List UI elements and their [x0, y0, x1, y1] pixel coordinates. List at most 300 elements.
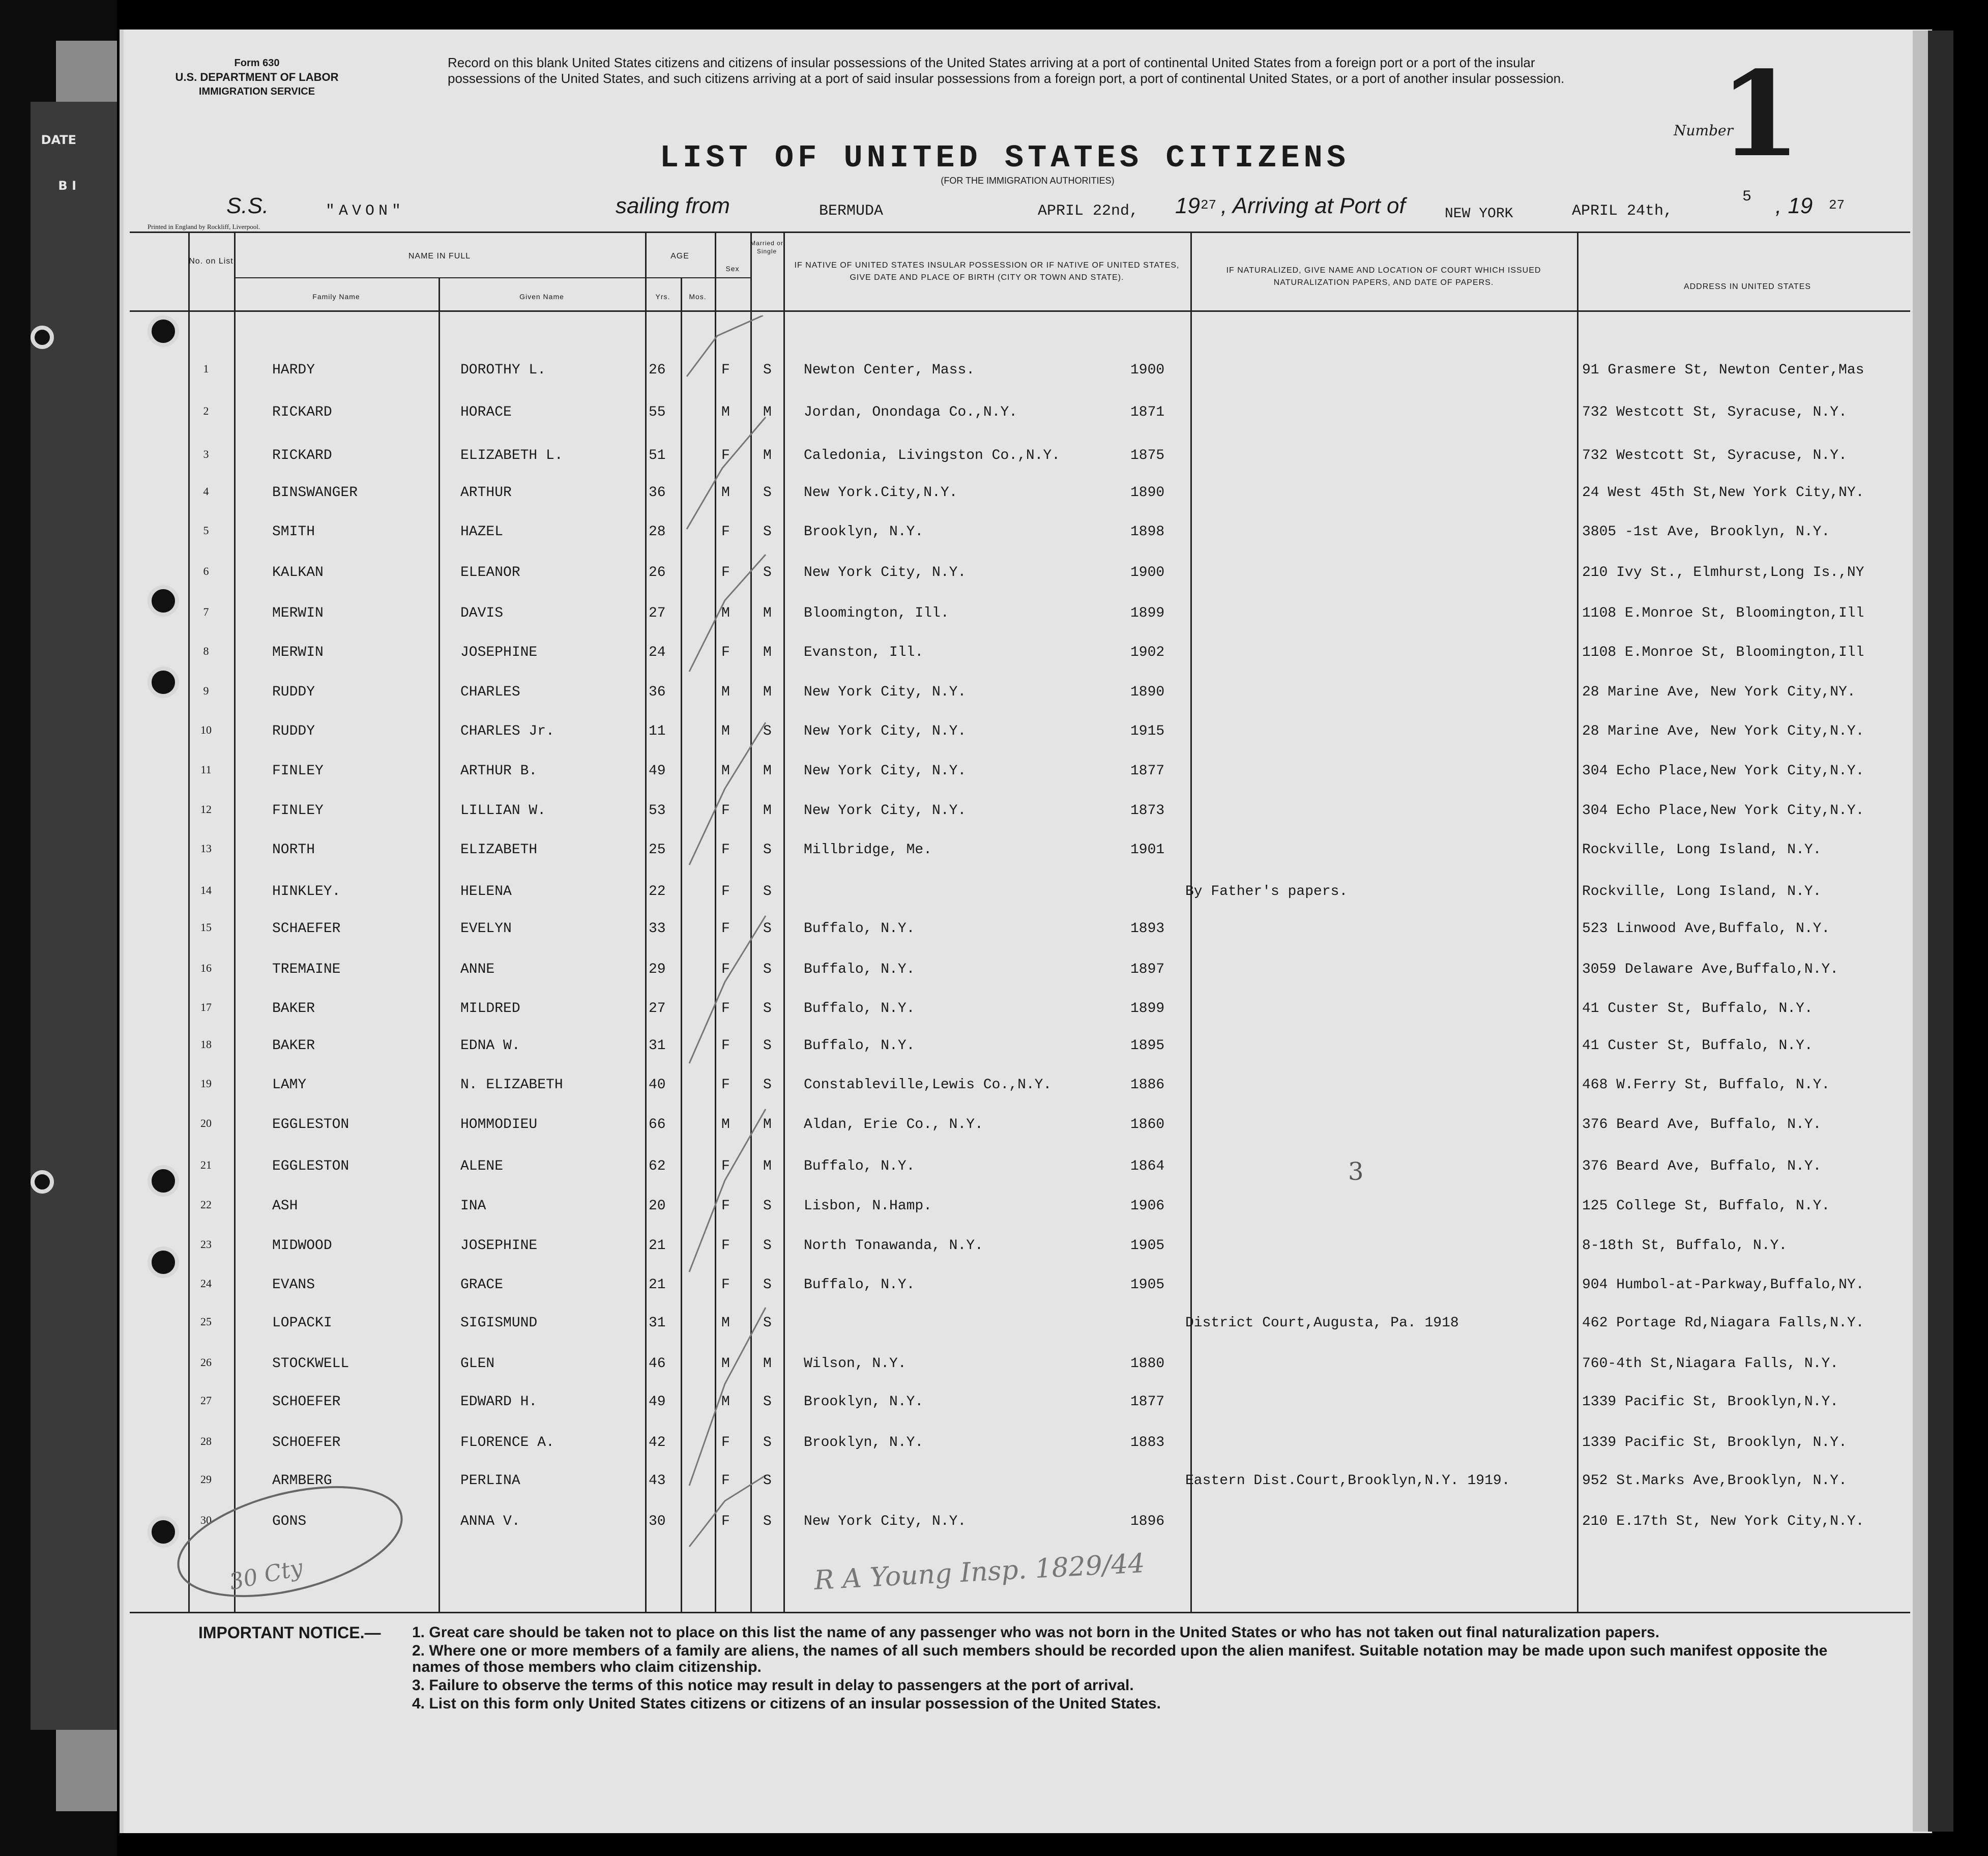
given-name: DOROTHY L. [460, 362, 546, 378]
row-number: 23 [200, 1238, 212, 1251]
marital-status: S [763, 1394, 772, 1410]
address: 1108 E.Monroe St, Bloomington,Ill [1582, 605, 1864, 621]
address: 904 Humbol-at-Parkway,Buffalo,NY. [1582, 1277, 1864, 1293]
marital-status: S [763, 723, 772, 739]
given-name: FLORENCE A. [460, 1435, 554, 1451]
given-name: EDWARD H. [460, 1394, 538, 1410]
sex: M [721, 404, 730, 420]
given-name: MILDRED [460, 1001, 520, 1017]
family-name: BINSWANGER [272, 485, 358, 501]
address: 462 Portage Rd,Niagara Falls,N.Y. [1582, 1315, 1864, 1331]
age-years: 49 [649, 1394, 666, 1410]
row-number: 25 [200, 1315, 212, 1328]
top-instructions: Record on this blank United States citizens and citizens of insular possessions of the United States arriving at a port of continental United States from a foreign port or a port of the insular possessions of the United States, and such citizens arriving at a port of said insular possessions from a foreign port, a port of continental United States, or a port of another insular possession. [448, 55, 1565, 86]
sex: F [721, 645, 730, 660]
age-years: 49 [649, 763, 666, 779]
birth-place: New York City, N.Y. [804, 723, 967, 739]
given-name: ANNA V. [460, 1514, 520, 1529]
address: 3059 Delaware Ave,Buffalo,N.Y. [1582, 962, 1839, 977]
row-number: 3 [203, 448, 209, 460]
given-name: ARTHUR B. [460, 763, 538, 779]
given-name: ELIZABETH L. [460, 448, 563, 463]
binder-hole [31, 326, 54, 349]
address: 24 West 45th St,New York City,NY. [1582, 485, 1864, 501]
notice-item: 4. List on this form only United States citizens or citizens of an insular possession of the United States. [412, 1695, 1161, 1712]
age-years: 36 [649, 684, 666, 700]
given-name: INA [460, 1198, 486, 1214]
row-number: 17 [200, 1001, 212, 1013]
table-row [0, 1277, 1988, 1297]
age-years: 20 [649, 1198, 666, 1214]
birth-year: 1877 [1130, 1394, 1165, 1410]
sex: F [721, 962, 730, 977]
family-name: TREMAINE [272, 962, 341, 977]
marital-status: S [763, 1077, 772, 1093]
table-row [0, 1238, 1988, 1258]
row-number: 2 [203, 404, 209, 417]
family-name: KALKAN [272, 565, 324, 581]
marital-status: S [763, 485, 772, 501]
col-header-family: Family Name [312, 293, 360, 301]
row-number: 22 [200, 1198, 212, 1211]
sex: F [721, 921, 730, 937]
address: Rockville, Long Island, N.Y. [1582, 842, 1822, 858]
birth-year: 1864 [1130, 1158, 1165, 1174]
table-row [0, 1198, 1988, 1219]
marital-status: S [763, 1038, 772, 1054]
age-years: 27 [649, 605, 666, 621]
table-row [0, 565, 1988, 585]
handwritten-mark: 3 [1348, 1157, 1364, 1186]
marital-status: M [763, 404, 772, 420]
row-number: 10 [200, 723, 212, 736]
given-name: EVELYN [460, 921, 512, 937]
family-name: FINLEY [272, 763, 324, 779]
col-header-address: ADDRESS IN UNITED STATES [1683, 282, 1811, 291]
given-name: HORACE [460, 404, 512, 420]
given-name: ELEANOR [460, 565, 520, 581]
family-name: SMITH [272, 524, 315, 540]
row-number: 8 [203, 645, 209, 657]
row-number: 11 [200, 763, 212, 776]
col-header-yrs: Yrs. [655, 293, 670, 301]
binder-hole [148, 315, 179, 347]
table-row [0, 763, 1988, 784]
address: 8-18th St, Buffalo, N.Y. [1582, 1238, 1788, 1254]
age-years: 51 [649, 448, 666, 463]
family-name: SCHOEFER [272, 1394, 341, 1410]
marital-status: M [763, 1158, 772, 1174]
table-row [0, 448, 1988, 468]
inspector-signature: R A Young Insp. 1829/44 [813, 1548, 1146, 1596]
ss-label: S.S. [226, 193, 269, 218]
family-name: SCHAEFER [272, 921, 341, 937]
arriving-label: , Arriving at Port of [1221, 193, 1406, 218]
sex: F [721, 448, 730, 463]
marital-status: M [763, 645, 772, 660]
age-years: 55 [649, 404, 666, 420]
age-years: 22 [649, 884, 666, 900]
circled-annotation [168, 1475, 412, 1608]
sex: M [721, 684, 730, 700]
birth-place: Aldan, Erie Co., N.Y. [804, 1117, 983, 1133]
table-row [0, 842, 1988, 862]
table-row [0, 605, 1988, 626]
given-name: GLEN [460, 1356, 495, 1372]
address: 125 College St, Buffalo, N.Y. [1582, 1198, 1830, 1214]
sex: M [721, 485, 730, 501]
birth-year: 1905 [1130, 1277, 1165, 1293]
table-bottom-rule [130, 1612, 1910, 1613]
marital-status: S [763, 1277, 772, 1293]
sex: M [721, 1315, 730, 1331]
row-number: 5 [203, 524, 209, 537]
birth-year: 1883 [1130, 1435, 1165, 1451]
age-years: 36 [649, 485, 666, 501]
arrive-date: APRIL 24th, [1572, 202, 1673, 220]
sex: F [721, 1038, 730, 1054]
row-number: 1 [203, 362, 209, 375]
address: 41 Custer St, Buffalo, N.Y. [1582, 1001, 1813, 1017]
birth-year: 1886 [1130, 1077, 1165, 1093]
sex: F [721, 884, 730, 900]
age-years: 21 [649, 1238, 666, 1254]
marital-status: M [763, 1117, 772, 1133]
printer-line: Printed in England by Rockliff, Liverpool. [148, 223, 260, 230]
row-number: 29 [200, 1473, 212, 1486]
birth-year: 1897 [1130, 962, 1165, 977]
marital-status: S [763, 1238, 772, 1254]
sex: F [721, 1198, 730, 1214]
family-name: STOCKWELL [272, 1356, 349, 1372]
family-name: SCHOEFER [272, 1435, 341, 1451]
age-years: 25 [649, 842, 666, 858]
birth-year: 1898 [1130, 524, 1165, 540]
marital-status: S [763, 524, 772, 540]
sex: F [721, 1435, 730, 1451]
birth-place: Lisbon, N.Hamp. [804, 1198, 932, 1214]
stub-line: DATE [41, 133, 76, 147]
row-number: 12 [200, 803, 212, 816]
family-name: BAKER [272, 1001, 315, 1017]
marital-status: S [763, 1435, 772, 1451]
age-years: 31 [649, 1315, 666, 1331]
sex: F [721, 362, 730, 378]
age-years: 21 [649, 1277, 666, 1293]
sex: F [721, 803, 730, 819]
table-row [0, 962, 1988, 982]
marital-status: S [763, 1473, 772, 1489]
col-header-sex: Sex [725, 265, 740, 273]
marital-status: S [763, 1514, 772, 1529]
naturalization: District Court,Augusta, Pa. 1918 [1185, 1315, 1459, 1331]
marital-status: M [763, 763, 772, 779]
col-header-name: NAME IN FULL [408, 252, 471, 260]
table-row [0, 1315, 1988, 1336]
given-name: CHARLES [460, 684, 520, 700]
department: U.S. DEPARTMENT OF LABOR [175, 71, 339, 83]
birth-place: Caledonia, Livingston Co.,N.Y. [804, 448, 1061, 463]
birth-year: 1895 [1130, 1038, 1165, 1054]
sex: F [721, 842, 730, 858]
age-years: 26 [649, 565, 666, 581]
row-number: 27 [200, 1394, 212, 1407]
age-years: 62 [649, 1158, 666, 1174]
row-number: 21 [200, 1158, 212, 1171]
age-years: 46 [649, 1356, 666, 1372]
address: 210 E.17th St, New York City,N.Y. [1582, 1514, 1864, 1529]
col-header-married: Married or Single [750, 240, 783, 255]
stub-line: B I [58, 179, 76, 193]
family-name: LOPACKI [272, 1315, 332, 1331]
marital-status: M [763, 803, 772, 819]
table-row [0, 485, 1988, 505]
age-years: 30 [649, 1514, 666, 1529]
given-name: JOSEPHINE [460, 1238, 538, 1254]
marital-status: S [763, 565, 772, 581]
birth-place: New York City, N.Y. [804, 684, 967, 700]
given-name: PERLINA [460, 1473, 520, 1489]
col-header-mos: Mos. [689, 293, 707, 301]
address: 376 Beard Ave, Buffalo, N.Y. [1582, 1117, 1822, 1133]
age-years: 40 [649, 1077, 666, 1093]
birth-place: New York City, N.Y. [804, 565, 967, 581]
sex: F [721, 1001, 730, 1017]
birth-place: Jordan, Onondaga Co.,N.Y. [804, 404, 1018, 420]
sex: M [721, 1117, 730, 1133]
table-row [0, 921, 1988, 941]
row-number: 14 [200, 884, 212, 896]
birth-place: Buffalo, N.Y. [804, 1277, 915, 1293]
address: 28 Marine Ave, New York City,N.Y. [1582, 723, 1864, 739]
given-name: JOSEPHINE [460, 645, 538, 660]
table-row [0, 1356, 1988, 1376]
birth-year: 1906 [1130, 1198, 1165, 1214]
birth-place: New York.City,N.Y. [804, 485, 958, 501]
address: 28 Marine Ave, New York City,NY. [1582, 684, 1856, 700]
birth-year: 1890 [1130, 485, 1165, 501]
depart-year-prefix: 19 [1175, 193, 1200, 218]
given-name: N. ELIZABETH [460, 1077, 563, 1093]
birth-year: 1877 [1130, 763, 1165, 779]
header-subrule [234, 277, 750, 278]
birth-year: 1900 [1130, 362, 1165, 378]
table-row [0, 684, 1988, 705]
family-name: RUDDY [272, 684, 315, 700]
table-row [0, 362, 1988, 383]
marital-status: M [763, 684, 772, 700]
notice-item: 1. Great care should be taken not to place on this list the name of any passenger who was not born in the United States or who has not taken out final naturalization papers. [412, 1624, 1660, 1641]
given-name: HELENA [460, 884, 512, 900]
age-years: 42 [649, 1435, 666, 1451]
row-number: 28 [200, 1435, 212, 1447]
row-number: 26 [200, 1356, 212, 1369]
birth-place: Evanston, Ill. [804, 645, 924, 660]
sex: F [721, 1238, 730, 1254]
row-number: 4 [203, 485, 209, 498]
marital-status: S [763, 921, 772, 937]
sailing-from: BERMUDA [819, 202, 884, 220]
marital-status: S [763, 362, 772, 378]
family-name: ARMBERG [272, 1473, 332, 1489]
given-name: ALENE [460, 1158, 504, 1174]
table-row [0, 1117, 1988, 1137]
age-years: 26 [649, 362, 666, 378]
birth-place: Wilson, N.Y. [804, 1356, 907, 1372]
row-number: 6 [203, 565, 209, 577]
birth-year: 1871 [1130, 404, 1165, 420]
row-number: 20 [200, 1117, 212, 1129]
service: IMMIGRATION SERVICE [198, 86, 315, 97]
notice-items [412, 1625, 1836, 1714]
address: 468 W.Ferry St, Buffalo, N.Y. [1582, 1077, 1830, 1093]
marital-status: S [763, 1001, 772, 1017]
marital-status: M [763, 448, 772, 463]
page-subtitle: (FOR THE IMMIGRATION AUTHORITIES) [941, 176, 1115, 186]
row-number: 30 [200, 1514, 212, 1526]
birth-year: 1860 [1130, 1117, 1165, 1133]
age-years: 24 [649, 645, 666, 660]
family-name: FINLEY [272, 803, 324, 819]
sex: F [721, 1158, 730, 1174]
row-number: 19 [200, 1077, 212, 1090]
marital-status: S [763, 842, 772, 858]
col-header-naturalized: IF NATURALIZED, GIVE NAME AND LOCATION OF COURT WHICH ISSUED NATURALIZATION PAPERS, AND DATE OF PAPERS. [1226, 266, 1541, 287]
left-stub-text [36, 117, 76, 209]
family-name: RICKARD [272, 448, 332, 463]
address: 732 Westcott St, Syracuse, N.Y. [1582, 404, 1847, 420]
address: 304 Echo Place,New York City,N.Y. [1582, 803, 1864, 819]
family-name: BAKER [272, 1038, 315, 1054]
row-number: 24 [200, 1277, 212, 1290]
family-name: LAMY [272, 1077, 307, 1093]
birth-place: New York City, N.Y. [804, 803, 967, 819]
address: 1339 Pacific St, Brooklyn,N.Y. [1582, 1394, 1839, 1410]
birth-place: Buffalo, N.Y. [804, 1001, 915, 1017]
table-row [0, 524, 1988, 544]
form-header [130, 56, 384, 99]
birth-place: Brooklyn, N.Y. [804, 524, 924, 540]
family-name: HINKLEY. [272, 884, 341, 900]
address: 523 Linwood Ave,Buffalo, N.Y. [1582, 921, 1830, 937]
notice-item: 2. Where one or more members of a family are aliens, the names of all such members should be recorded upon the alien manifest. Suitable notation may be made upon such manifest opposite the names of those members who claim citizenship. [412, 1642, 1828, 1675]
sex: M [721, 763, 730, 779]
table-row [0, 723, 1988, 744]
table-row [0, 1394, 1988, 1414]
family-name: EVANS [272, 1277, 315, 1293]
sex: M [721, 605, 730, 621]
arrive-year: 27 [1829, 197, 1845, 213]
given-name: EDNA W. [460, 1038, 520, 1054]
age-years: 27 [649, 1001, 666, 1017]
row-number: 18 [200, 1038, 212, 1051]
birth-place: Buffalo, N.Y. [804, 1038, 915, 1054]
birth-year: 1915 [1130, 723, 1165, 739]
ship-name: "AVON" [326, 202, 405, 220]
birth-year: 1899 [1130, 605, 1165, 621]
arrive-year-prefix: , 19 [1775, 193, 1813, 218]
birth-year: 1902 [1130, 645, 1165, 660]
birth-place: Buffalo, N.Y. [804, 962, 915, 977]
col-header-birth: IF NATIVE OF UNITED STATES INSULAR POSSESSION OR IF NATIVE OF UNITED STATES, GIVE DATE AND PLACE OF BIRTH (CITY OR TOWN AND STATE). [794, 261, 1180, 282]
given-name: LILLIAN W. [460, 803, 546, 819]
age-years: 29 [649, 962, 666, 977]
sex: M [721, 723, 730, 739]
birth-place: Buffalo, N.Y. [804, 1158, 915, 1174]
sex: F [721, 1077, 730, 1093]
birth-place: Newton Center, Mass. [804, 362, 975, 378]
given-name: DAVIS [460, 605, 504, 621]
col-header-given: Given Name [519, 293, 564, 301]
sex: F [721, 1277, 730, 1293]
birth-place: Buffalo, N.Y. [804, 921, 915, 937]
form-number: Form 630 [234, 57, 280, 69]
number-value: 1 [1719, 46, 1801, 183]
given-name: HOMMODIEU [460, 1117, 538, 1133]
marital-status: S [763, 1315, 772, 1331]
table-row [0, 1077, 1988, 1097]
marital-status: S [763, 1198, 772, 1214]
page-title: LIST OF UNITED STATES CITIZENS [659, 140, 1350, 176]
depart-date: APRIL 22nd, [1038, 202, 1139, 220]
birth-place: Brooklyn, N.Y. [804, 1435, 924, 1451]
birth-place: Constableville,Lewis Co.,N.Y. [804, 1077, 1052, 1093]
age-years: 31 [649, 1038, 666, 1054]
depart-year: 27 [1201, 197, 1217, 213]
address: 210 Ivy St., Elmhurst,Long Is.,NY [1582, 565, 1864, 581]
row-number: 16 [200, 962, 212, 974]
number-label: Number [1674, 122, 1733, 139]
birth-year: 1905 [1130, 1238, 1165, 1254]
address: 376 Beard Ave, Buffalo, N.Y. [1582, 1158, 1822, 1174]
header-bottom-rule [130, 310, 1910, 312]
address: 760-4th St,Niagara Falls, N.Y. [1582, 1356, 1839, 1372]
given-name: CHARLES Jr. [460, 723, 554, 739]
row-number: 9 [203, 684, 209, 697]
row-number: 7 [203, 605, 209, 618]
address: 41 Custer St, Buffalo, N.Y. [1582, 1038, 1813, 1054]
address: 91 Grasmere St, Newton Center,Mas [1582, 362, 1864, 378]
naturalization: By Father's papers. [1185, 884, 1348, 900]
given-name: ELIZABETH [460, 842, 538, 858]
birth-year: 1899 [1130, 1001, 1165, 1017]
naturalization: Eastern Dist.Court,Brooklyn,N.Y. 1919. [1185, 1473, 1510, 1489]
table-row [0, 1001, 1988, 1021]
arrive-mark: 5 [1742, 188, 1752, 206]
col-header-no: No. on List [189, 257, 233, 266]
birth-year: 1900 [1130, 565, 1165, 581]
port: NEW YORK [1445, 206, 1513, 222]
age-years: 66 [649, 1117, 666, 1133]
family-name: ASH [272, 1198, 298, 1214]
sex: F [721, 1473, 730, 1489]
row-number: 15 [200, 921, 212, 934]
birth-year: 1890 [1130, 684, 1165, 700]
notice-lead: IMPORTANT NOTICE.— [198, 1623, 381, 1642]
birth-place: New York City, N.Y. [804, 1514, 967, 1529]
sex: M [721, 1356, 730, 1372]
address: 304 Echo Place,New York City,N.Y. [1582, 763, 1864, 779]
birth-year: 1875 [1130, 448, 1165, 463]
given-name: SIGISMUND [460, 1315, 538, 1331]
sex: M [721, 1394, 730, 1410]
given-name: GRACE [460, 1277, 504, 1293]
birth-place: Brooklyn, N.Y. [804, 1394, 924, 1410]
table-row [0, 1038, 1988, 1058]
given-name: ARTHUR [460, 485, 512, 501]
birth-place: New York City, N.Y. [804, 763, 967, 779]
birth-year: 1896 [1130, 1514, 1165, 1529]
